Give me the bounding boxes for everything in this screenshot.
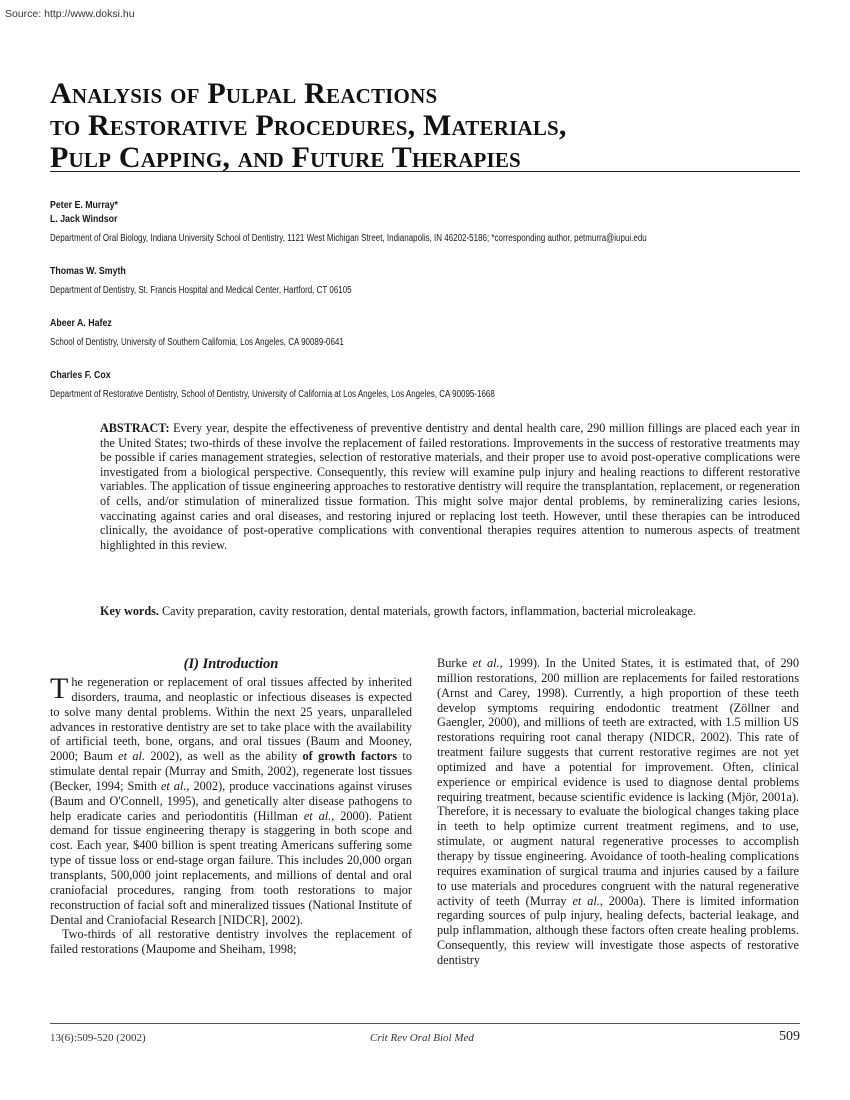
et-al: et al. <box>572 893 600 908</box>
abstract <box>100 421 800 552</box>
author-affiliation: School of Dentistry, University of Southern California, Los Angeles, CA 90089-0641 <box>50 337 344 348</box>
paragraph-text: , 2000). Patient demand for tissue engineering therapy is staggering in both scope and cost. Each year, $400 billion is spent treating Americans suffering some type of tissue loss or end-stage organ failure. This includes 20,000 organ transplants, 500,000 joint replacements, and millions of dental and oral craniofacial procedures, ranging from tooth restorations to major reconstruction of facial soft and mineralized tissues (National Institute of Dental and Craniofacial Research [NIDCR], 2002). <box>50 808 413 927</box>
section-heading: (I) Introduction <box>183 656 279 672</box>
paragraph-text: he regeneration or replacement of oral tissues affected by inherited disorders, trauma, and neoplastic or infectious diseases is expected to solve many dental problems. Within the next 25 years, unparalleled advances in restorative dentistry are set to take place with the availability of artificial teeth, bone, organs, and oral tissues (Baum and Mooney, 2000; Baum <box>50 675 412 764</box>
et-al: et al. <box>303 808 332 823</box>
body-paragraph: Two-thirds of all restorative dentistry involves the replacement of failed restorations (Maupome and Sheiham, 1998; <box>50 927 412 957</box>
author-group <box>50 265 810 298</box>
abstract-text: Every year, despite the effectiveness of preventive dentistry and dental health care, 290 million fillings are placed each year in the United States; two-thirds of these involve the replacement of failed restorations. Improvements in the success of restorative treatments may be possible if caries management strategies, selection of restorative materials, and their proper use to avoid post-operative complications were investigated from a biological perspective. Consequently, this review will examine pulp injury and healing reactions to different restorative variables. The application of tissue engineering approaches to restorative dentistry will require the transplantation, replacement, or regeneration of cells, and/or stimulation of mineralized tissue formation. This might solve major dental problems, by remineralizing caries lesions, vaccinating against caries and oral diseases, and restoring injured or replacing lost teeth. However, until these therapies can be introduced clinically, the avoidance of post-operative complications with conventional therapies requires attention to numerous aspects of treatment highlighted in this review. <box>100 421 800 552</box>
page-number: 509 <box>779 1029 800 1044</box>
bold-term: of growth factors <box>302 749 398 764</box>
drop-cap: T <box>50 672 69 705</box>
title-line-3: Pulp Capping, and Future Therapies <box>50 141 521 174</box>
paragraph-text: , 2000a). There is limited information regarding sources of pulp injury, healing defects, bacterial leakage, and pulp inflammation, although these factors often create healing problems. Consequently, this review will investigate those aspects of restorative dentistry <box>437 893 799 967</box>
author-name: L. Jack Windsor <box>50 214 118 225</box>
paragraph-text: Burke <box>437 656 473 670</box>
et-al: et al. <box>472 656 500 670</box>
et-al: et al. <box>118 749 146 764</box>
abstract-label: ABSTRACT: <box>100 421 170 435</box>
body-column-right <box>437 656 799 968</box>
author-name: Charles F. Cox <box>50 370 111 381</box>
footer-divider <box>50 1023 800 1024</box>
keywords-text: Cavity preparation, cavity restoration, dental materials, growth factors, inflammation, bacterial microleakage. <box>158 604 696 618</box>
body-paragraph <box>437 656 799 968</box>
author-group <box>50 199 810 246</box>
author-affiliation: Department of Oral Biology, Indiana University School of Dentistry, 1121 West Michigan Street, Indianapolis, IN 46202-5186; *corresponding author, petmurra@iupui.edu <box>50 233 647 244</box>
author-affiliation: Department of Restorative Dentistry, School of Dentistry, University of California at Los Angeles, Los Angeles, CA 90095-1668 <box>50 389 495 400</box>
paragraph-text: , 1999). In the United States, it is estimated that, of 290 million restorations, 200 million are replacements for failed restorations (Arnst and Carey, 1998). Currently, a high proportion of these teeth develop symptoms requiring endodontic treatment (Zöllner and Gaengler, 2000), and millions of teeth are extracted, with 1.5 million US restorations requiring root canal therapy (NIDCR, 2002). This rate of treatment failure suggests that current restorative regimes are not yet optimized and have a potential for improvement. Often, clinical experience or empirical evidence is used to diagnose dental problems requiring treatment, because scientific evidence is lacking (Mjör, 2001a). Therefore, it is necessary to evaluate the biological changes taking place in teeth to help optimize current treatment regimens, and to use, stimulate, or augment natural regenerative processes to accomplish therapy by tissue engineering. Avoidance of tooth-healing complications requires examination of surgical trauma and injuries caused by a failure to use materials and procedures congruent with the natural regenerative activity of teeth (Murray <box>437 656 799 908</box>
title-divider <box>50 171 800 172</box>
author-group <box>50 317 810 350</box>
author-block <box>50 199 810 421</box>
paragraph-text: , 2002), produce vaccinations against viruses (Baum and O'Connell, 1995), and genetically alter disease pathogens to help eradicate caries and periodontitis (Hillman <box>50 778 412 823</box>
body-paragraph <box>50 672 413 927</box>
author-group <box>50 369 810 402</box>
keywords <box>100 604 800 619</box>
et-al: et al. <box>160 778 187 793</box>
body-column-left <box>50 656 412 957</box>
footer-journal: Crit Rev Oral Biol Med <box>370 1032 474 1044</box>
title-line-1: Analysis of Pulpal Reactions <box>50 77 438 110</box>
paragraph-text: to stimulate dental repair (Murray and Smith, 2002), regenerate lost tissues (Becker, 1994; Smith <box>50 749 412 793</box>
author-name: Abeer A. Hafez <box>50 318 112 329</box>
author-affiliation: Department of Dentistry, St. Francis Hospital and Medical Center, Hartford, CT 06105 <box>50 285 352 296</box>
footer-citation: 13(6):509-520 (2002) <box>50 1032 146 1044</box>
source-url: Source: http://www.doksi.hu <box>5 8 135 20</box>
paragraph-text: 2002), as well as the ability <box>145 749 303 764</box>
author-name: Peter E. Murray* <box>50 200 118 211</box>
article-title <box>50 78 810 174</box>
title-line-2: to Restorative Procedures, Materials, <box>50 109 567 142</box>
author-name: Thomas W. Smyth <box>50 266 126 277</box>
keywords-label: Key words. <box>100 604 159 618</box>
